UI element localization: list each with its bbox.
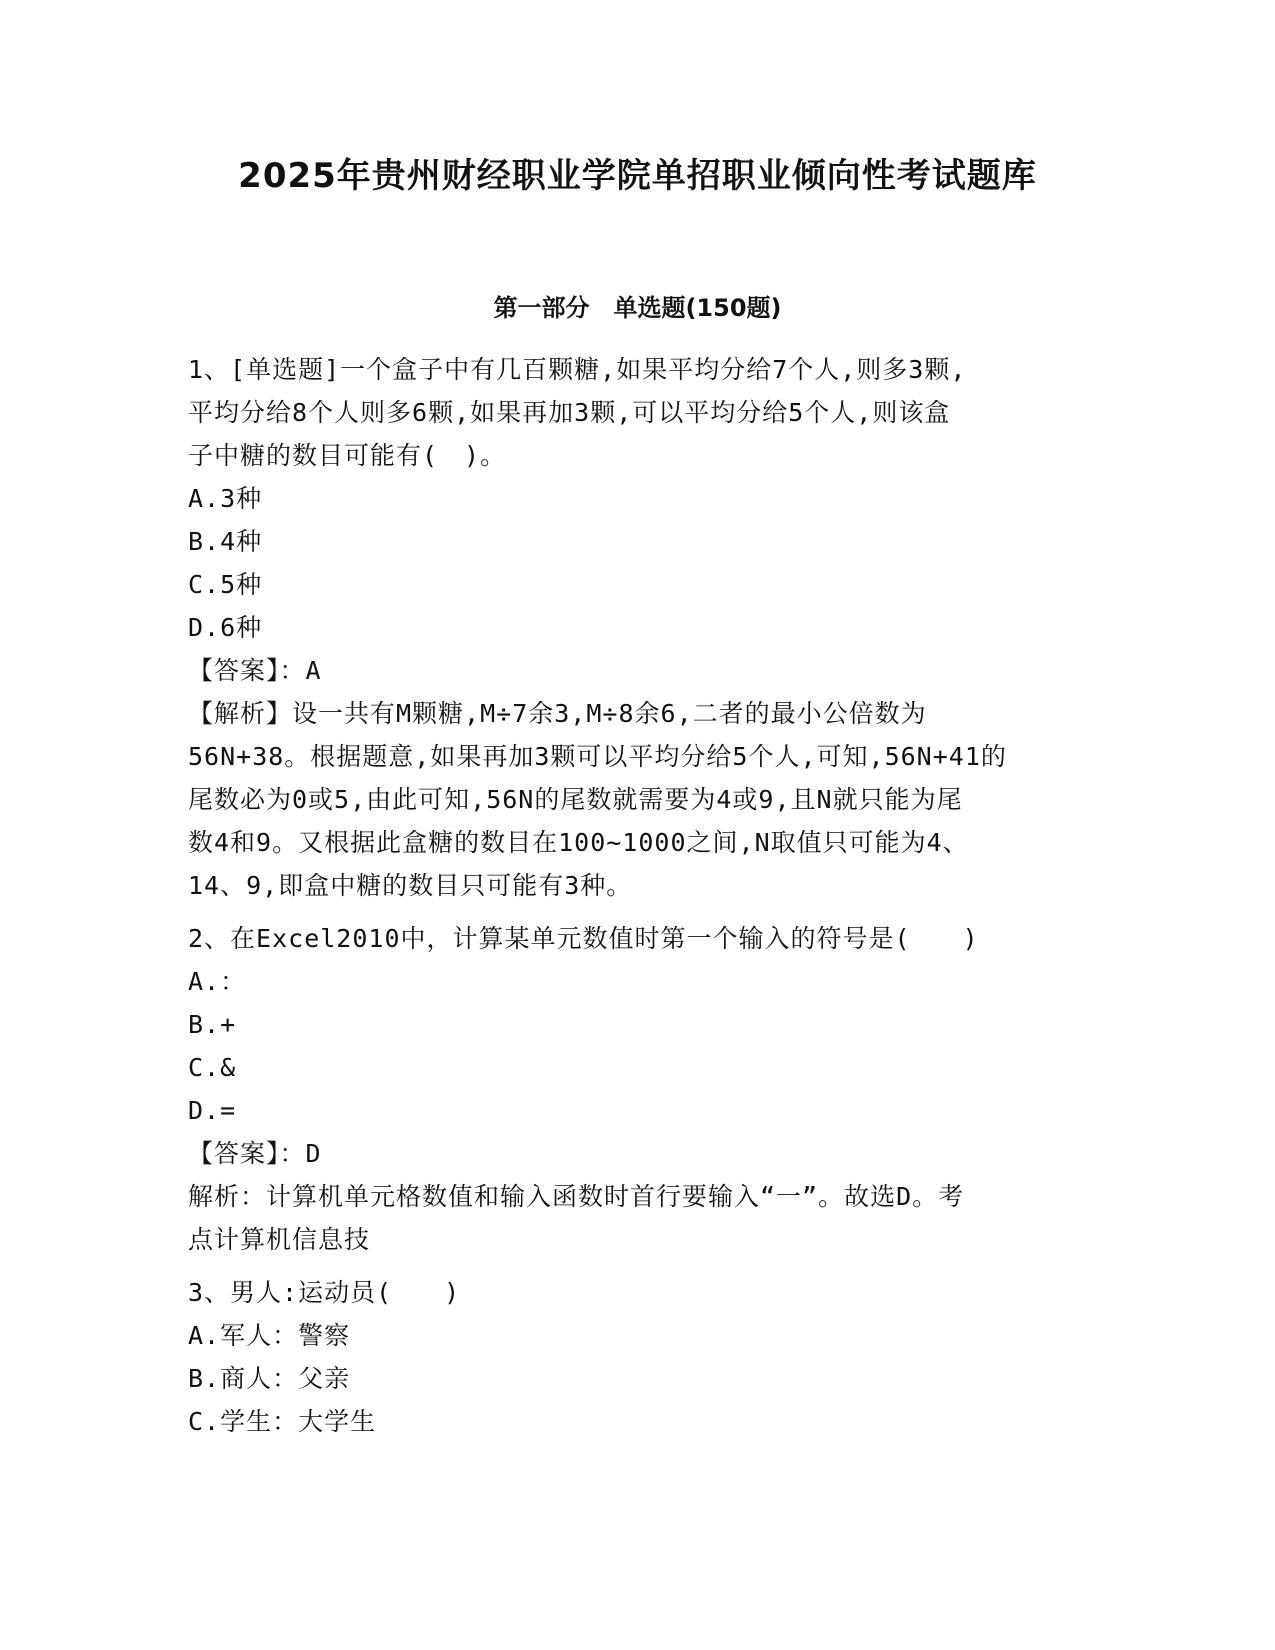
answer-line: 【答案】：D (188, 1139, 322, 1168)
option-a: A.3种 (188, 484, 263, 513)
question-3 (188, 1271, 1088, 1443)
option-b: B.4种 (188, 527, 263, 556)
option-b: B.商人：父亲 (188, 1364, 351, 1393)
analysis-line: 【解析】设一共有M颗糖,M÷7余3,M÷8余6,二者的最小公倍数为 (188, 699, 927, 728)
analysis-line: 56N+38。根据题意,如果再加3颗可以平均分给5个人,可知,56N+41的 (188, 742, 1007, 771)
analysis-line: 数4和9。又根据此盒糖的数目在100~1000之间,N取值只可能为4、 (188, 828, 969, 857)
question-list (188, 348, 1088, 1453)
analysis-line: 点计算机信息技 (188, 1225, 371, 1254)
question-1 (188, 348, 1088, 907)
analysis-line: 解析：计算机单元格数值和输入函数时首行要输入“一”。故选D。考 (188, 1182, 965, 1211)
option-c: C.& (188, 1053, 237, 1082)
option-d: D.6种 (188, 613, 263, 642)
option-c: C.学生：大学生 (188, 1407, 377, 1436)
option-c: C.5种 (188, 570, 263, 599)
option-b: B.+ (188, 1010, 237, 1039)
section-heading: 第一部分 单选题(150题) (493, 294, 782, 322)
option-a: A.军人：警察 (188, 1321, 351, 1350)
question-stem-line: 平均分给8个人则多6颗,如果再加3颗,可以平均分给5个人,则该盒 (188, 398, 951, 427)
question-stem-line: 子中糖的数目可能有( )。 (188, 441, 507, 470)
question-stem-line: 3、男人:运动员( ) (188, 1278, 461, 1307)
document-title: 2025年贵州财经职业学院单招职业倾向性考试题库 (238, 156, 1037, 196)
question-stem-line: 2、在Excel2010中，计算某单元数值时第一个输入的符号是( ) (188, 924, 979, 953)
question-stem-line: 1、[单选题]一个盒子中有几百颗糖,如果平均分给7个人,则多3颗, (188, 355, 967, 384)
analysis-line: 尾数必为0或5,由此可知,56N的尾数就需要为4或9,且N就只能为尾 (188, 785, 963, 814)
option-a: A.： (188, 967, 247, 996)
analysis-line: 14、9,即盒中糖的数目只可能有3种。 (188, 871, 633, 900)
question-2 (188, 917, 1088, 1261)
answer-line: 【答案】：A (188, 656, 322, 685)
option-d: D.= (188, 1096, 237, 1125)
